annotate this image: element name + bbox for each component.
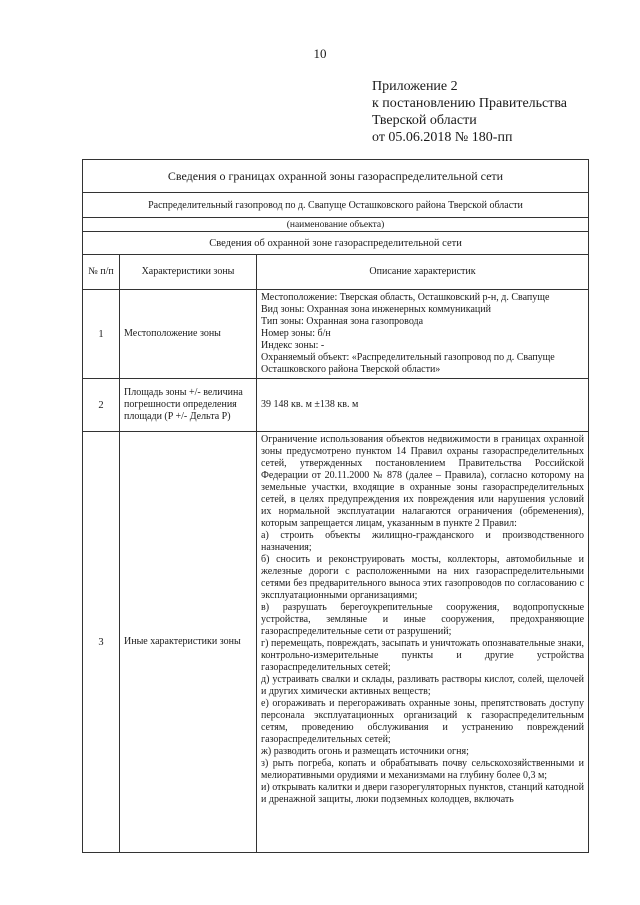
description-line: б) сносить и реконструировать мосты, коллекторы, автомобильные и железные дороги с расположенными на них газораспределительными сетями без предварительного выноса этих газопроводов по согласованию с эксплуатационными организациями; — [261, 554, 585, 601]
table-row — [83, 379, 589, 432]
description-line: а) строить объекты жилищно-гражданского и производственного назначения; — [261, 530, 585, 553]
page-number: 10 — [313, 46, 327, 61]
row-num: 3 — [83, 432, 120, 853]
description-line: ж) разводить огонь и размещать источники огня; — [261, 746, 469, 757]
column-header-num: № п/п — [83, 255, 120, 290]
appendix-line: от 05.06.2018 № 180-пп — [372, 130, 513, 145]
object-caption: (наименование объекта) — [83, 218, 589, 232]
table-row — [83, 290, 589, 379]
description-line: в) разрушать берегоукрепительные сооружения, водопропускные устройства, земляные и иные сооружения, предохраняющие газораспределительные сети от разрушений; — [261, 602, 585, 637]
row-description — [257, 432, 589, 853]
description-line: г) перемещать, повреждать, засыпать и уничтожать опознавательные знаки, контрольно-измерительные пункты и другие устройства газораспределительных сетей; — [261, 638, 585, 673]
description-line: Ограничение использования объектов недвижимости в границах охранной зоны предусмотрено пунктом 14 Правил охраны газораспределительных сетей, утвержденных постановлением Правительства Российской Федерации от 20.11.2000 № 878 (далее – Правила), согласно которому на земельные участки, входящие в охранные зоны газораспределительных сетей, в целях предупреждения их повреждения или нарушения условий их нормальной эксплуатации налагаются ограничения (обременения), которым запрещается лицам, указанным в пункте 2 Правил: — [261, 434, 585, 529]
description-line: Индекс зоны: - — [261, 340, 325, 351]
description-line: Местоположение: Тверская область, Осташковский р-н, д. Свапуще — [261, 292, 550, 303]
row-characteristic: Местоположение зоны — [120, 290, 257, 379]
zone-info-table — [82, 159, 589, 853]
description-line: з) рыть погреба, копать и обрабатывать почву сельскохозяйственными и мелиоративными орудиями и механизмами на глубину более 0,3 м; — [261, 758, 585, 781]
table-subtitle: Сведения об охранной зоне газораспределительной сети — [83, 232, 589, 255]
row-characteristic: Площадь зоны +/- величина погрешности определения площади (P +/- Дельта P) — [120, 379, 257, 432]
object-name: Распределительный газопровод по д. Свапуще Осташковского района Тверской области — [83, 193, 589, 218]
description-line: и) открывать калитки и двери газорегуляторных пунктов, станций катодной и дренажной защиты, люки подземных колодцев, включать — [261, 782, 585, 805]
description-line: Номер зоны: б/н — [261, 328, 331, 339]
appendix-line: Приложение 2 — [372, 79, 458, 94]
row-characteristic: Иные характеристики зоны — [120, 432, 257, 853]
row-num: 1 — [83, 290, 120, 379]
row-description: 39 148 кв. м ±138 кв. м — [257, 379, 589, 432]
row-num: 2 — [83, 379, 120, 432]
table-row — [83, 432, 589, 853]
column-header-description: Описание характеристик — [257, 255, 589, 290]
table-title: Сведения о границах охранной зоны газораспределительной сети — [83, 160, 589, 193]
appendix-line: к постановлению Правительства — [372, 96, 568, 111]
description-line: Вид зоны: Охранная зона инженерных коммуникаций — [261, 304, 491, 315]
description-line: Тип зоны: Охранная зона газопровода — [261, 316, 424, 327]
column-header-characteristic: Характеристики зоны — [120, 255, 257, 290]
description-line: Охраняемый объект: «Распределительный газопровод по д. Свапуще Осташковского района Тверской области» — [261, 352, 555, 375]
appendix-line: Тверской области — [372, 113, 477, 128]
description-line: е) огораживать и перегораживать охранные зоны, препятствовать доступу персонала эксплуатационных организаций к газораспределительным сетям, проведению обслуживания и устранению повреждений газораспределительных сетей; — [261, 698, 585, 745]
row-description — [257, 290, 589, 379]
appendix-header — [372, 78, 567, 146]
description-line: д) устраивать свалки и склады, разливать растворы кислот, солей, щелочей и других химически активных веществ; — [261, 674, 585, 697]
